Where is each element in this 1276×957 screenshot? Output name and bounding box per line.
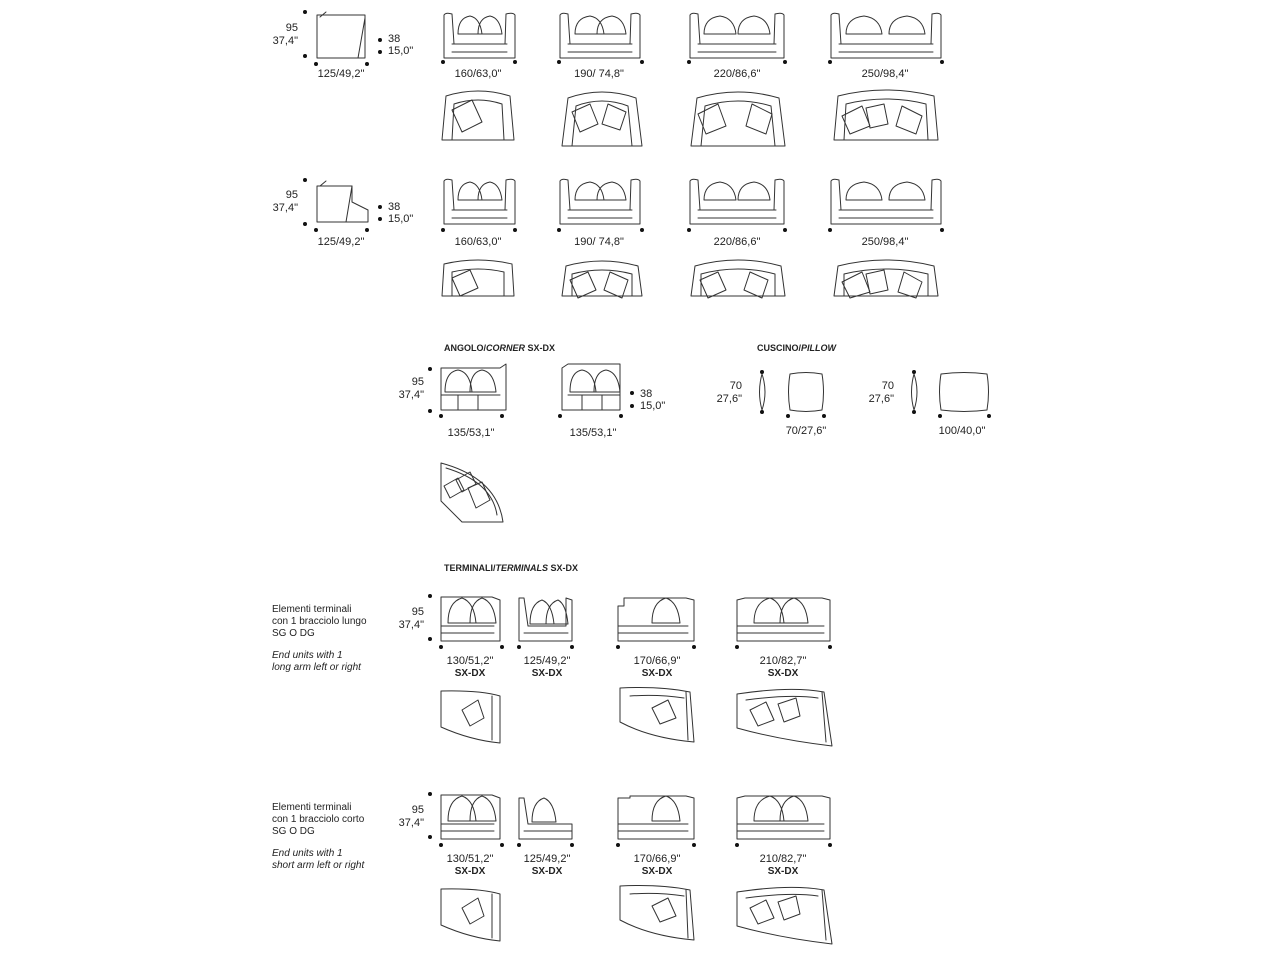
term-short-width-210: 210/82,7" xyxy=(759,853,807,865)
pillow-70-side xyxy=(760,374,766,410)
term-short-code-125: SX-DX xyxy=(531,866,563,877)
side-profile-row2 xyxy=(317,181,368,222)
front-view-250-row2 xyxy=(831,179,941,224)
term-short-code-170: SX-DX xyxy=(641,866,673,877)
row1-side-height-in: 37,4" xyxy=(272,35,298,47)
front-view-160-row2 xyxy=(444,179,515,224)
row2-side-depth: 125/49,2" xyxy=(317,236,365,248)
term-long-desc-en-1: End units with 1 xyxy=(272,650,343,661)
top-view-250 xyxy=(834,90,938,140)
pillow-a-height-in: 27,6" xyxy=(716,393,742,405)
term-long-front-170 xyxy=(618,598,694,641)
row2-side-seat-in: 15,0" xyxy=(388,213,414,225)
term-short-height-in: 37,4" xyxy=(398,817,424,829)
row1-width-250: 250/98,4" xyxy=(861,68,909,80)
corner-title: ANGOLO/CORNER SX-DX xyxy=(444,343,556,353)
top-view-250-row2 xyxy=(834,260,938,298)
corner-height-in: 37,4" xyxy=(398,389,424,401)
pillow-b-height-in: 27,6" xyxy=(868,393,894,405)
top-view-190 xyxy=(562,92,642,146)
row1-width-220: 220/86,6" xyxy=(713,68,761,80)
row2-side-height: 95 xyxy=(285,189,298,201)
pillow-a-height: 70 xyxy=(729,380,742,392)
term-short-desc-it-2: con 1 bracciolo corto xyxy=(272,814,365,825)
term-long-front-210 xyxy=(737,598,830,641)
term-short-front-210 xyxy=(737,796,830,839)
term-long-code-170: SX-DX xyxy=(641,668,673,679)
top-view-160-row2 xyxy=(442,260,514,296)
row2-width-220: 220/86,6" xyxy=(713,236,761,248)
corner-height: 95 xyxy=(411,376,424,388)
term-long-desc-en-2: long arm left or right xyxy=(272,662,361,673)
corner-front-left xyxy=(441,364,506,410)
term-long-top-130 xyxy=(441,691,500,743)
corner-top-view xyxy=(441,463,503,522)
term-long-height-in: 37,4" xyxy=(398,619,424,631)
term-long-width-130: 130/51,2" xyxy=(446,655,494,667)
front-view-160 xyxy=(444,13,515,58)
term-long-width-210: 210/82,7" xyxy=(759,655,807,667)
row2-width-250: 250/98,4" xyxy=(861,236,909,248)
term-short-code-130: SX-DX xyxy=(454,866,486,877)
term-short-front-170 xyxy=(618,796,694,839)
pillow-100-front xyxy=(940,373,989,412)
term-long-height: 95 xyxy=(411,606,424,618)
pillow-b-width: 100/40,0" xyxy=(938,425,986,437)
row1-width-190: 190/ 74,8" xyxy=(574,68,624,80)
term-short-code-210: SX-DX xyxy=(767,866,799,877)
row2-width-160: 160/63,0" xyxy=(454,236,502,248)
top-view-160 xyxy=(442,91,514,140)
term-long-code-210: SX-DX xyxy=(767,668,799,679)
term-short-width-170: 170/66,9" xyxy=(633,853,681,865)
term-short-top-170 xyxy=(620,886,694,941)
term-long-front-130 xyxy=(441,597,500,641)
top-view-190-row2 xyxy=(562,261,642,298)
term-long-width-125: 125/49,2" xyxy=(523,655,571,667)
term-short-height: 95 xyxy=(411,804,424,816)
term-short-desc-en-2: short arm left or right xyxy=(272,860,365,871)
term-short-width-130: 130/51,2" xyxy=(446,853,494,865)
corner-width-right: 135/53,1" xyxy=(569,427,617,439)
row1-side-height: 95 xyxy=(285,22,298,34)
corner-width-left: 135/53,1" xyxy=(447,427,495,439)
side-profile-row1 xyxy=(317,12,365,58)
corner-seat: 38 xyxy=(640,388,653,400)
front-view-190 xyxy=(560,13,640,58)
row1-side-seat: 38 xyxy=(388,33,401,45)
front-view-220-row2 xyxy=(690,179,784,224)
term-short-front-130 xyxy=(441,795,500,839)
pillow-70-front xyxy=(789,373,824,412)
term-long-front-125 xyxy=(519,598,572,641)
term-long-code-130: SX-DX xyxy=(454,668,486,679)
top-view-220-row2 xyxy=(691,260,785,298)
row1-side-seat-in: 15,0" xyxy=(388,45,414,57)
term-short-width-125: 125/49,2" xyxy=(523,853,571,865)
top-view-220 xyxy=(691,92,785,146)
front-view-250 xyxy=(831,13,941,58)
row2-width-190: 190/ 74,8" xyxy=(574,236,624,248)
term-short-desc-it-3: SG O DG xyxy=(272,826,315,837)
front-view-190-row2 xyxy=(560,179,640,224)
term-long-desc-it-2: con 1 bracciolo lungo xyxy=(272,616,367,627)
pillow-a-width: 70/27,6" xyxy=(785,425,827,437)
term-short-top-130 xyxy=(441,889,500,941)
pillow-100-side xyxy=(912,374,918,410)
term-long-top-210 xyxy=(737,689,832,746)
term-long-top-170 xyxy=(620,688,694,743)
term-long-desc-it-3: SG O DG xyxy=(272,628,315,639)
term-short-desc-it-1: Elementi terminali xyxy=(272,802,352,813)
term-short-desc-en-1: End units with 1 xyxy=(272,848,343,859)
pillow-title: CUSCINO/PILLOW xyxy=(757,343,837,353)
pillow-b-height: 70 xyxy=(881,380,894,392)
row1-side-depth: 125/49,2" xyxy=(317,68,365,80)
corner-front-right xyxy=(562,364,620,410)
term-long-width-170: 170/66,9" xyxy=(633,655,681,667)
row1-width-160: 160/63,0" xyxy=(454,68,502,80)
term-long-code-125: SX-DX xyxy=(531,668,563,679)
terminals-title: TERMINALI/TERMINALS SX-DX xyxy=(444,563,579,573)
term-short-top-210 xyxy=(737,887,832,944)
term-short-front-125 xyxy=(519,798,572,839)
row2-side-height-in: 37,4" xyxy=(272,202,298,214)
corner-seat-in: 15,0" xyxy=(640,400,666,412)
term-long-desc-it-1: Elementi terminali xyxy=(272,604,352,615)
front-view-220 xyxy=(690,13,784,58)
row2-side-seat: 38 xyxy=(388,201,401,213)
